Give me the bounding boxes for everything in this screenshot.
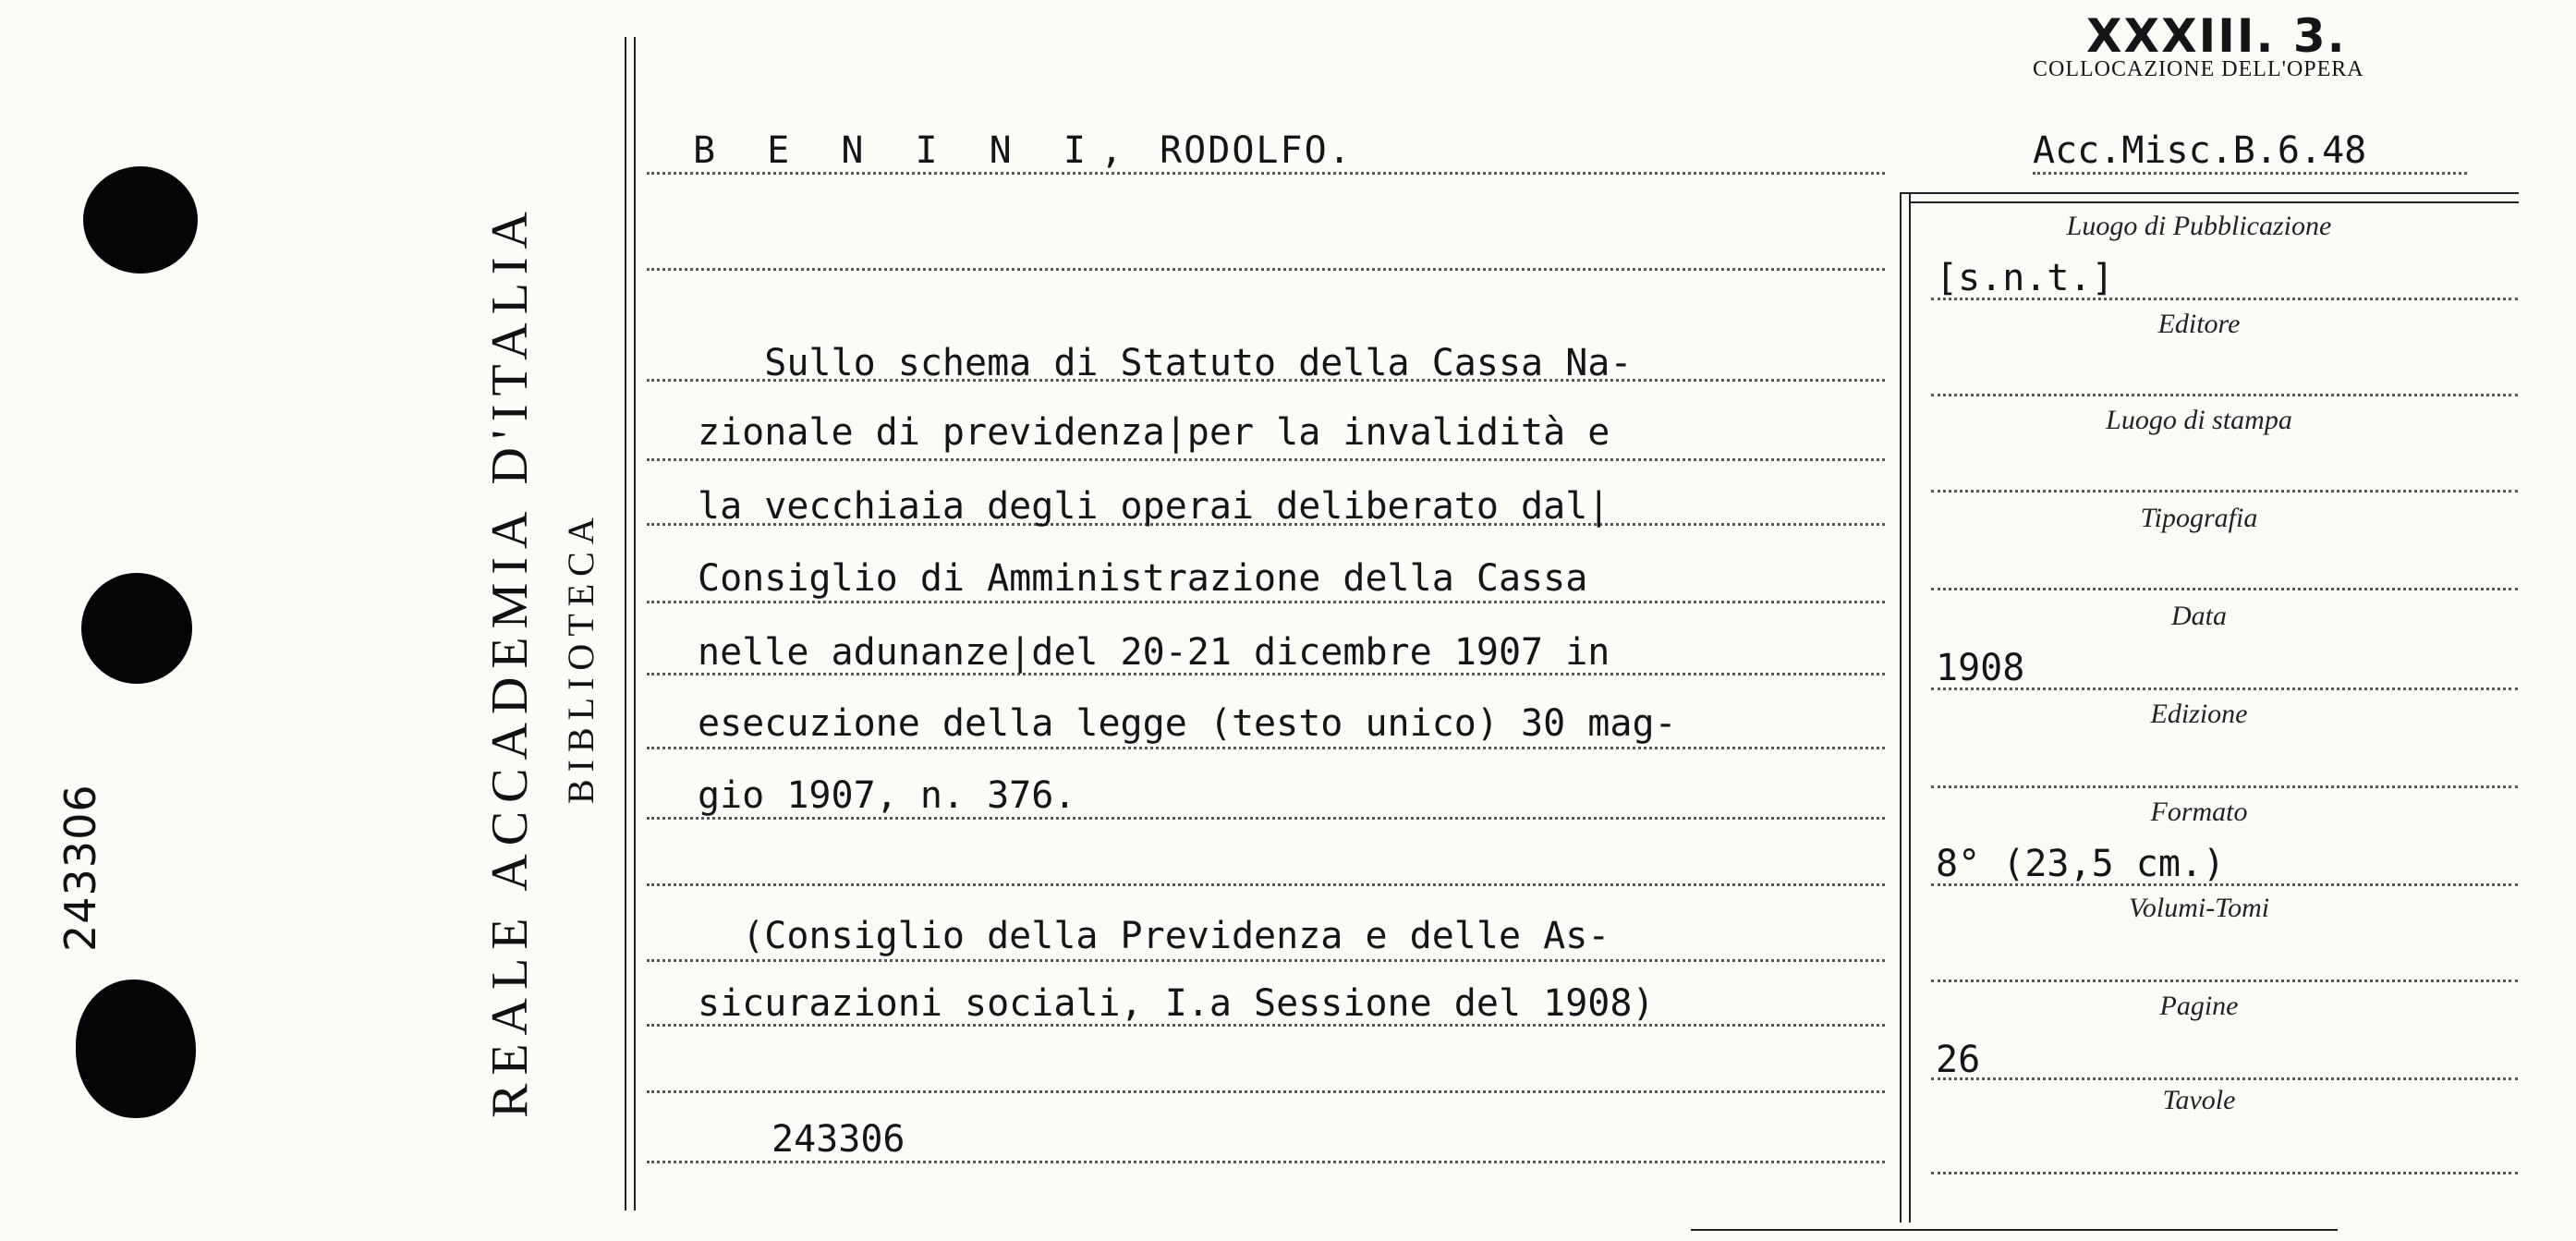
field-label-plates: Tavole [2162,1085,2236,1115]
series-line: sicurazioni sociali, I.a Sessione del 1908) [698,982,1655,1025]
dotted-line [1931,883,2518,886]
field-value-pages: 26 [1936,1039,1981,1081]
library-name: BIBLIOTECA [560,510,601,804]
shelfmark-caption: COLLOCAZIONE DELL'OPERA [2033,57,2364,81]
field-label-edition: Edizione [2150,699,2248,729]
author-first-name: RODOLFO. [1160,129,1353,172]
field-value-place: [s.n.t.] [1936,257,2114,299]
bottom-rule [1691,1229,2338,1231]
dotted-line [1931,588,2518,590]
title-line: esecuzione della legge (testo unico) 30 mag- [698,702,1677,745]
dotted-line [647,1161,1885,1163]
dotted-line [647,268,1885,271]
shelfmark-handwritten: XXXIII. 3. [2086,9,2347,63]
field-label-printer: Tipografia [2140,503,2258,533]
dotted-line [1931,687,2518,690]
title-line: Sullo schema di Statuto della Cassa Na- [698,342,1633,384]
fields-box-rule [1900,192,1902,1223]
field-label-pages: Pagine [2159,991,2239,1021]
inventory-number: 243306 [772,1118,905,1161]
field-label-volumes: Volumi-Tomi [2128,893,2270,923]
dotted-line [2033,172,2467,175]
margin-rule [625,37,626,1211]
series-line: (Consiglio della Previdenza e delle As- [698,915,1610,957]
author-surname: B E N I N I, [693,129,1137,172]
dotted-line [647,883,1885,886]
title-line: la vecchiaia degli operai deliberato dal| [698,485,1610,528]
title-line: gio 1907, n. 376. [698,774,1076,817]
dotted-line [647,817,1885,820]
dotted-line [647,172,1885,175]
dotted-line [1931,1077,2518,1080]
dotted-line [647,1090,1885,1093]
dotted-line [647,959,1885,962]
field-label-format: Formato [2150,797,2248,827]
author-heading [693,129,1353,172]
field-label-print-place: Luogo di stampa [2106,405,2292,435]
field-value-date: 1908 [1936,647,2025,689]
field-label-publisher: Editore [2157,309,2241,339]
dotted-line [1931,490,2518,493]
shelfmark-typed: Acc.Misc.B.6.48 [2033,129,2367,172]
dotted-line [1931,394,2518,396]
punch-hole [81,573,192,684]
dotted-line [647,601,1885,603]
margin-rule [634,37,636,1211]
fields-box-rule [1909,201,2519,203]
field-value-format: 8° (23,5 cm.) [1936,843,2226,885]
fields-box-rule [1909,192,1911,1223]
dotted-line [1931,298,2518,300]
institution-name: REALE ACCADEMIA D'ITALIA [481,203,539,1118]
fields-box-rule [1900,192,2519,194]
side-inventory-number: 243306 [55,784,105,952]
dotted-line [647,458,1885,461]
punch-hole [76,979,196,1118]
dotted-line [1931,785,2518,788]
punch-hole [83,166,198,274]
field-label-date: Data [2171,601,2227,631]
title-line: Consiglio di Amministrazione della Cassa [698,557,1588,600]
dotted-line [1931,979,2518,982]
field-label-place: Luogo di Pubblicazione [2066,211,2332,241]
title-line: nelle adunanze|del 20-21 dicembre 1907 in [698,631,1610,674]
title-line: zionale di previdenza|per la invalidità e [698,411,1610,454]
dotted-line [1931,1172,2518,1174]
dotted-line [647,747,1885,749]
